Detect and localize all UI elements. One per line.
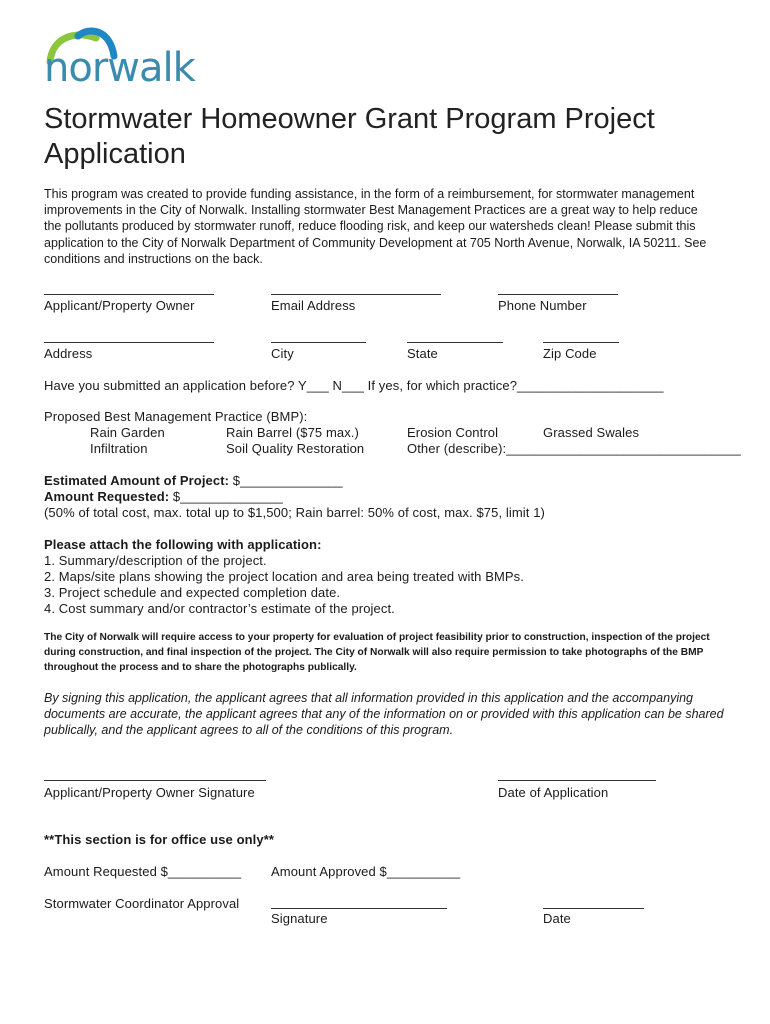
page-title: Stormwater Homeowner Grant Program Project Application — [44, 103, 655, 170]
city-label: City — [271, 346, 294, 361]
access-notice: The City of Norwalk will require access to your property for evaluation of project feasibility prior to construction, inspection of the project during construction, and final inspection of the project. The City of Norwalk will also require permission to take photographs of the BMP throughout the process and to share the photographs publically. — [44, 632, 710, 673]
coordinator-approval-label: Stormwater Coordinator Approval — [44, 896, 240, 911]
attach-heading: Please attach the following with application: — [44, 537, 322, 552]
office-amount-requested[interactable]: Amount Requested $__________ — [44, 864, 242, 879]
owner-signature-line[interactable] — [44, 780, 266, 781]
phone-line[interactable] — [498, 294, 618, 295]
bmp-rain-garden[interactable]: Rain Garden — [90, 425, 165, 440]
prior-application-question[interactable]: Have you submitted an application before? Y___ N___ If yes, for which practice?____________________ — [44, 378, 664, 393]
applicant-line[interactable] — [44, 294, 214, 295]
bmp-heading: Proposed Best Management Practice (BMP): — [44, 409, 308, 424]
office-heading: **This section is for office use only** — [44, 832, 275, 847]
owner-signature-label: Applicant/Property Owner Signature — [44, 785, 255, 800]
state-label: State — [407, 346, 438, 361]
intro-paragraph: This program was created to provide funding assistance, in the form of a reimbursement, for stormwater management improvements in the City of Norwalk. Installing stormwater Best Management Practices are a great way to help reduce the pollutants produced by stormwater runoff, reduce flooding risk, and keep our watersheds clean! Please submit this application to the City of Norwalk Department of Community Development at 705 North Avenue, Norwalk, IA 50211. See conditions and instructions on the back. — [44, 187, 707, 266]
city-line[interactable] — [271, 342, 366, 343]
coordinator-date-label: Date — [543, 911, 571, 926]
requested-amount-value[interactable]: $______________ — [169, 489, 283, 504]
coordinator-signature-label: Signature — [271, 911, 328, 926]
attach-item-4: 4. Cost summary and/or contractor’s estimate of the project. — [44, 601, 395, 616]
requested-amount-row[interactable] — [44, 489, 283, 505]
norwalk-logo — [44, 26, 195, 91]
email-label: Email Address — [271, 298, 356, 313]
zip-line[interactable] — [543, 342, 619, 343]
bmp-grassed-swales[interactable]: Grassed Swales — [543, 425, 640, 440]
estimated-amount-label: Estimated Amount of Project: — [44, 473, 230, 488]
bmp-other[interactable]: Other (describe):________________________________ — [407, 441, 741, 456]
bmp-rain-barrel[interactable]: Rain Barrel ($75 max.) — [226, 425, 359, 440]
zip-label: Zip Code — [543, 346, 597, 361]
bmp-erosion-control[interactable]: Erosion Control — [407, 425, 499, 440]
norwalk-logo-text: norwalk — [44, 45, 195, 91]
application-date-line[interactable] — [498, 780, 656, 781]
address-line[interactable] — [44, 342, 214, 343]
coordinator-signature-line[interactable] — [271, 908, 447, 909]
requested-amount-label: Amount Requested: — [44, 489, 170, 504]
attach-item-3: 3. Project schedule and expected completion date. — [44, 585, 341, 600]
coordinator-date-line[interactable] — [543, 908, 644, 909]
agreement-paragraph: By signing this application, the applicant agrees that all information provided in this application and the accompanying documents are accurate, the applicant agrees that any of the information on or provided with this application can be shared publically, and the applicant agrees to all of the conditions of this program. — [44, 691, 724, 737]
office-amount-approved[interactable]: Amount Approved $__________ — [271, 864, 461, 879]
email-line[interactable] — [271, 294, 441, 295]
attach-item-1: 1. Summary/description of the project. — [44, 553, 267, 568]
bmp-infiltration[interactable]: Infiltration — [90, 441, 148, 456]
applicant-label: Applicant/Property Owner — [44, 298, 195, 313]
phone-label: Phone Number — [498, 298, 587, 313]
bmp-soil-quality[interactable]: Soil Quality Restoration — [226, 441, 365, 456]
attach-item-2: 2. Maps/site plans showing the project location and area being treated with BMPs. — [44, 569, 524, 584]
application-date-label: Date of Application — [498, 785, 609, 800]
amount-note: (50% of total cost, max. total up to $1,500; Rain barrel: 50% of cost, max. $75, limit 1) — [44, 505, 545, 520]
attach-list — [44, 553, 524, 617]
estimated-amount-row[interactable] — [44, 473, 343, 489]
estimated-amount-value[interactable]: $______________ — [229, 473, 343, 488]
state-line[interactable] — [407, 342, 503, 343]
address-label: Address — [44, 346, 93, 361]
